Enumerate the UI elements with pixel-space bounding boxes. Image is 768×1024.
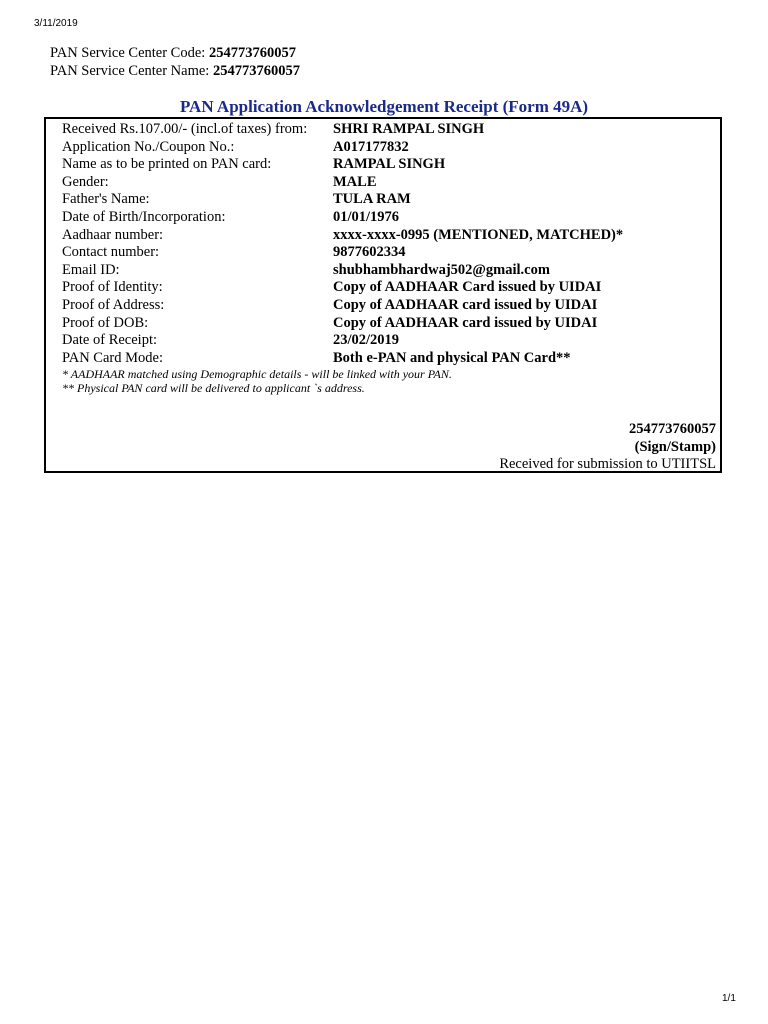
service-center-name-value: 254773760057 bbox=[212, 63, 300, 79]
detail-label: Date of Receipt: bbox=[62, 332, 158, 349]
detail-row-proof-of-address bbox=[62, 297, 623, 315]
detail-row-proof-of-identity bbox=[62, 279, 623, 297]
detail-label: Proof of DOB: bbox=[62, 314, 149, 331]
service-center-name-line bbox=[50, 62, 300, 80]
detail-row-name-on-card bbox=[62, 156, 623, 174]
detail-value: Copy of AADHAAR card issued by UIDAI bbox=[333, 296, 598, 313]
receipt-box bbox=[44, 117, 722, 473]
detail-row-proof-of-dob bbox=[62, 315, 623, 333]
detail-row-aadhaar-number bbox=[62, 227, 623, 245]
detail-label: Name as to be printed on PAN card: bbox=[62, 156, 272, 173]
service-center-code-line bbox=[50, 44, 300, 62]
detail-value: 01/01/1976 bbox=[333, 208, 400, 225]
detail-row-date-of-birth bbox=[62, 209, 623, 227]
detail-label: Application No./Coupon No.: bbox=[62, 138, 235, 155]
detail-value: shubhambhardwaj502@gmail.com bbox=[333, 261, 550, 278]
detail-value: Copy of AADHAAR Card issued by UIDAI bbox=[333, 279, 602, 296]
service-center-code-label: PAN Service Center Code: bbox=[50, 45, 206, 61]
detail-value: 9877602334 bbox=[333, 244, 406, 261]
detail-row-application-no bbox=[62, 139, 623, 157]
detail-row-date-of-receipt bbox=[62, 332, 623, 350]
detail-row-fathers-name bbox=[62, 191, 623, 209]
detail-label: Date of Birth/Incorporation: bbox=[62, 208, 226, 225]
detail-label: Father's Name: bbox=[62, 191, 150, 208]
service-center-code-value: 254773760057 bbox=[208, 45, 296, 61]
detail-value: Both e-PAN and physical PAN Card** bbox=[333, 349, 571, 366]
detail-row-contact-number bbox=[62, 244, 623, 262]
detail-value: TULA RAM bbox=[333, 191, 411, 208]
receipt-title: PAN Application Acknowledgement Receipt (Form 49A) bbox=[179, 97, 589, 116]
detail-row-gender bbox=[62, 174, 623, 192]
detail-value: A017177832 bbox=[333, 138, 409, 155]
received-for-submission: Received for submission to UTIITSL bbox=[499, 456, 716, 472]
detail-label: PAN Card Mode: bbox=[62, 349, 163, 366]
detail-label: Received Rs.107.00/- (incl.of taxes) from: bbox=[62, 121, 308, 137]
detail-row-received-from bbox=[62, 121, 623, 139]
detail-label: Contact number: bbox=[62, 244, 160, 261]
detail-label: Aadhaar number: bbox=[62, 226, 164, 243]
sign-stamp-label: (Sign/Stamp) bbox=[634, 438, 716, 455]
detail-label: Email ID: bbox=[62, 261, 120, 278]
footnote-physical-card: ** Physical PAN card will be delivered to applicant `s address. bbox=[62, 381, 365, 395]
detail-value: Copy of AADHAAR card issued by UIDAI bbox=[333, 314, 598, 331]
detail-label: Proof of Address: bbox=[62, 296, 165, 313]
receipt-details bbox=[62, 121, 623, 367]
detail-value: MALE bbox=[333, 173, 377, 190]
service-center-info bbox=[50, 44, 300, 80]
page-number: 1/1 bbox=[722, 993, 736, 1004]
detail-row-email-id bbox=[62, 262, 623, 280]
detail-value: 23/02/2019 bbox=[333, 332, 400, 349]
detail-value: xxxx-xxxx-0995 (MENTIONED, MATCHED)* bbox=[333, 226, 624, 243]
footnotes bbox=[62, 367, 452, 395]
signature-code: 254773760057 bbox=[629, 421, 716, 437]
detail-value: SHRI RAMPAL SINGH bbox=[333, 121, 485, 137]
footnote-aadhaar: * AADHAAR matched using Demographic details - will be linked with your PAN. bbox=[62, 367, 452, 381]
detail-label: Proof of Identity: bbox=[62, 279, 163, 296]
detail-row-pan-card-mode bbox=[62, 350, 623, 368]
print-date: 3/11/2019 bbox=[34, 18, 78, 29]
service-center-name-label: PAN Service Center Name: bbox=[50, 63, 210, 79]
signature-block bbox=[499, 421, 716, 474]
detail-label: Gender: bbox=[62, 173, 109, 190]
detail-value: RAMPAL SINGH bbox=[333, 156, 446, 173]
